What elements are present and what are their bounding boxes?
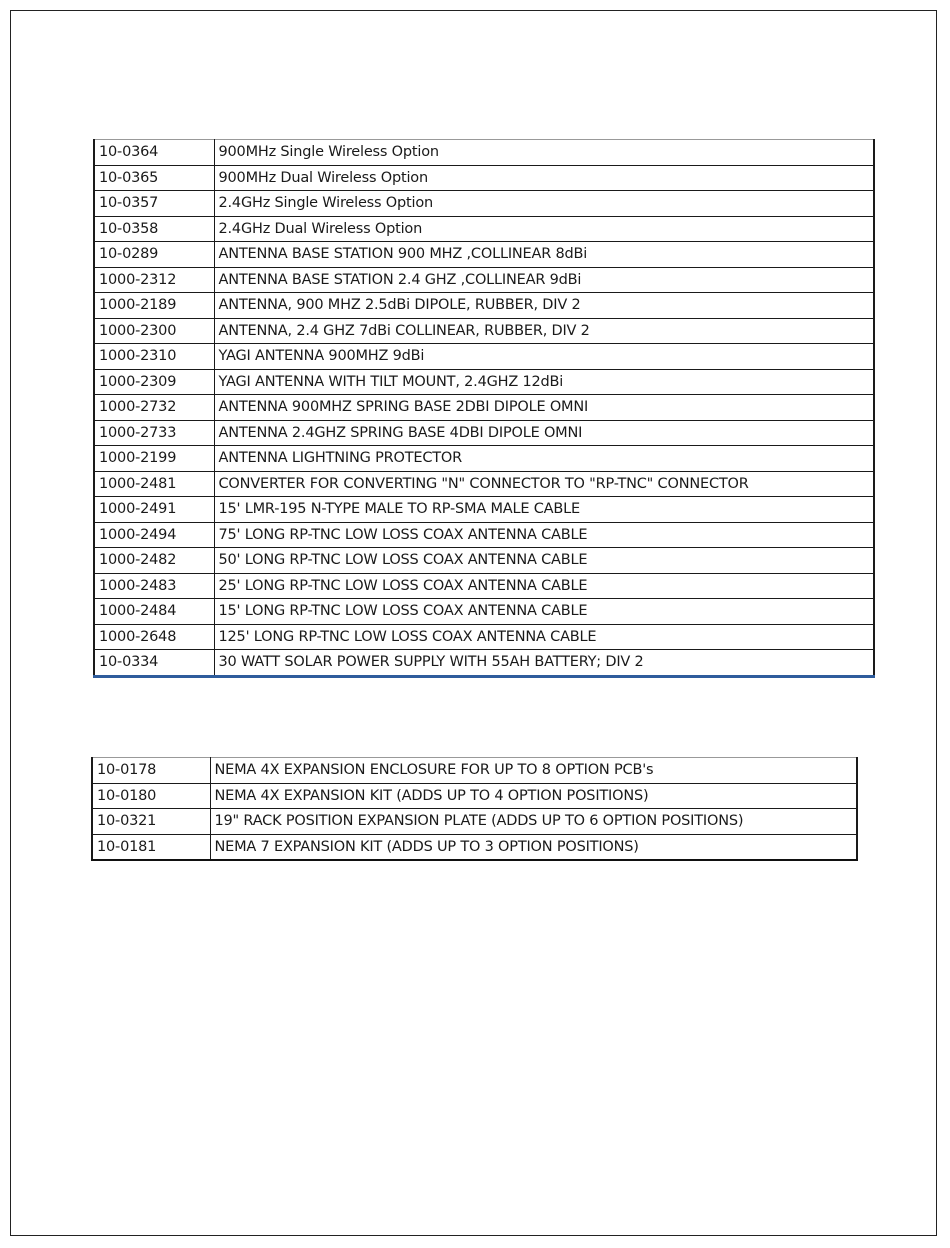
table-body (92, 758, 857, 861)
description-cell: 900MHz Single Wireless Option (214, 140, 874, 166)
table-row (94, 420, 874, 446)
part-number-cell: 10-0180 (92, 783, 210, 809)
part-number-cell: 10-0178 (92, 758, 210, 784)
description-cell: 30 WATT SOLAR POWER SUPPLY WITH 55AH BATTERY; DIV 2 (214, 650, 874, 677)
part-number-cell: 1000-2732 (94, 395, 214, 421)
part-number-cell: 1000-2189 (94, 293, 214, 319)
wireless-options-table (93, 139, 875, 678)
table-row (94, 216, 874, 242)
description-cell: 125' LONG RP-TNC LOW LOSS COAX ANTENNA CABLE (214, 624, 874, 650)
description-cell: YAGI ANTENNA 900MHZ 9dBi (214, 344, 874, 370)
part-number-cell: 1000-2481 (94, 471, 214, 497)
table-row (94, 471, 874, 497)
table-row (94, 599, 874, 625)
table-row (92, 809, 857, 835)
table-body (94, 140, 874, 677)
part-number-cell: 10-0321 (92, 809, 210, 835)
table-row (94, 165, 874, 191)
table-row (94, 497, 874, 523)
part-number-cell: 10-0358 (94, 216, 214, 242)
table-row (92, 783, 857, 809)
description-cell: ANTENNA 900MHZ SPRING BASE 2DBI DIPOLE OMNI (214, 395, 874, 421)
part-number-cell: 1000-2300 (94, 318, 214, 344)
description-cell: ANTENNA 2.4GHZ SPRING BASE 4DBI DIPOLE OMNI (214, 420, 874, 446)
table-row (94, 522, 874, 548)
description-cell: 25' LONG RP-TNC LOW LOSS COAX ANTENNA CABLE (214, 573, 874, 599)
table-row (94, 267, 874, 293)
table-row (94, 140, 874, 166)
table-row (94, 573, 874, 599)
table-row (94, 548, 874, 574)
description-cell: 900MHz Dual Wireless Option (214, 165, 874, 191)
part-number-cell: 1000-2483 (94, 573, 214, 599)
description-cell: YAGI ANTENNA WITH TILT MOUNT, 2.4GHZ 12dBi (214, 369, 874, 395)
table-row (94, 318, 874, 344)
part-number-cell: 10-0365 (94, 165, 214, 191)
description-cell: NEMA 4X EXPANSION KIT (ADDS UP TO 4 OPTION POSITIONS) (210, 783, 857, 809)
part-number-cell: 1000-2733 (94, 420, 214, 446)
description-cell: 2.4GHz Single Wireless Option (214, 191, 874, 217)
description-cell: 15' LMR-195 N-TYPE MALE TO RP-SMA MALE CABLE (214, 497, 874, 523)
part-number-cell: 1000-2482 (94, 548, 214, 574)
table-row (94, 344, 874, 370)
table-row (94, 191, 874, 217)
part-number-cell: 1000-2199 (94, 446, 214, 472)
part-number-cell: 10-0364 (94, 140, 214, 166)
description-cell: ANTENNA, 2.4 GHZ 7dBi COLLINEAR, RUBBER, DIV 2 (214, 318, 874, 344)
description-cell: ANTENNA BASE STATION 2.4 GHZ ,COLLINEAR 9dBi (214, 267, 874, 293)
part-number-cell: 1000-2491 (94, 497, 214, 523)
description-cell: ANTENNA, 900 MHZ 2.5dBi DIPOLE, RUBBER, DIV 2 (214, 293, 874, 319)
table-row (94, 293, 874, 319)
part-number-cell: 1000-2484 (94, 599, 214, 625)
description-cell: 50' LONG RP-TNC LOW LOSS COAX ANTENNA CABLE (214, 548, 874, 574)
table-row (94, 369, 874, 395)
description-cell: NEMA 7 EXPANSION KIT (ADDS UP TO 3 OPTION POSITIONS) (210, 834, 857, 860)
description-cell: CONVERTER FOR CONVERTING "N" CONNECTOR TO "RP-TNC" CONNECTOR (214, 471, 874, 497)
description-cell: 15' LONG RP-TNC LOW LOSS COAX ANTENNA CABLE (214, 599, 874, 625)
part-number-cell: 1000-2494 (94, 522, 214, 548)
part-number-cell: 1000-2310 (94, 344, 214, 370)
part-number-cell: 10-0334 (94, 650, 214, 677)
table-row (94, 650, 874, 677)
part-number-cell: 1000-2309 (94, 369, 214, 395)
part-number-cell: 10-0357 (94, 191, 214, 217)
description-cell: 2.4GHz Dual Wireless Option (214, 216, 874, 242)
description-cell: ANTENNA LIGHTNING PROTECTOR (214, 446, 874, 472)
part-number-cell: 10-0289 (94, 242, 214, 268)
table-row (94, 624, 874, 650)
table-row (94, 242, 874, 268)
description-cell: ANTENNA BASE STATION 900 MHZ ,COLLINEAR 8dBi (214, 242, 874, 268)
description-cell: NEMA 4X EXPANSION ENCLOSURE FOR UP TO 8 OPTION PCB's (210, 758, 857, 784)
table-row (94, 395, 874, 421)
description-cell: 19" RACK POSITION EXPANSION PLATE (ADDS UP TO 6 OPTION POSITIONS) (210, 809, 857, 835)
part-number-cell: 10-0181 (92, 834, 210, 860)
table-row (92, 834, 857, 860)
table-row (92, 758, 857, 784)
expansion-options-table (91, 757, 858, 861)
part-number-cell: 1000-2648 (94, 624, 214, 650)
part-number-cell: 1000-2312 (94, 267, 214, 293)
table-row (94, 446, 874, 472)
description-cell: 75' LONG RP-TNC LOW LOSS COAX ANTENNA CABLE (214, 522, 874, 548)
